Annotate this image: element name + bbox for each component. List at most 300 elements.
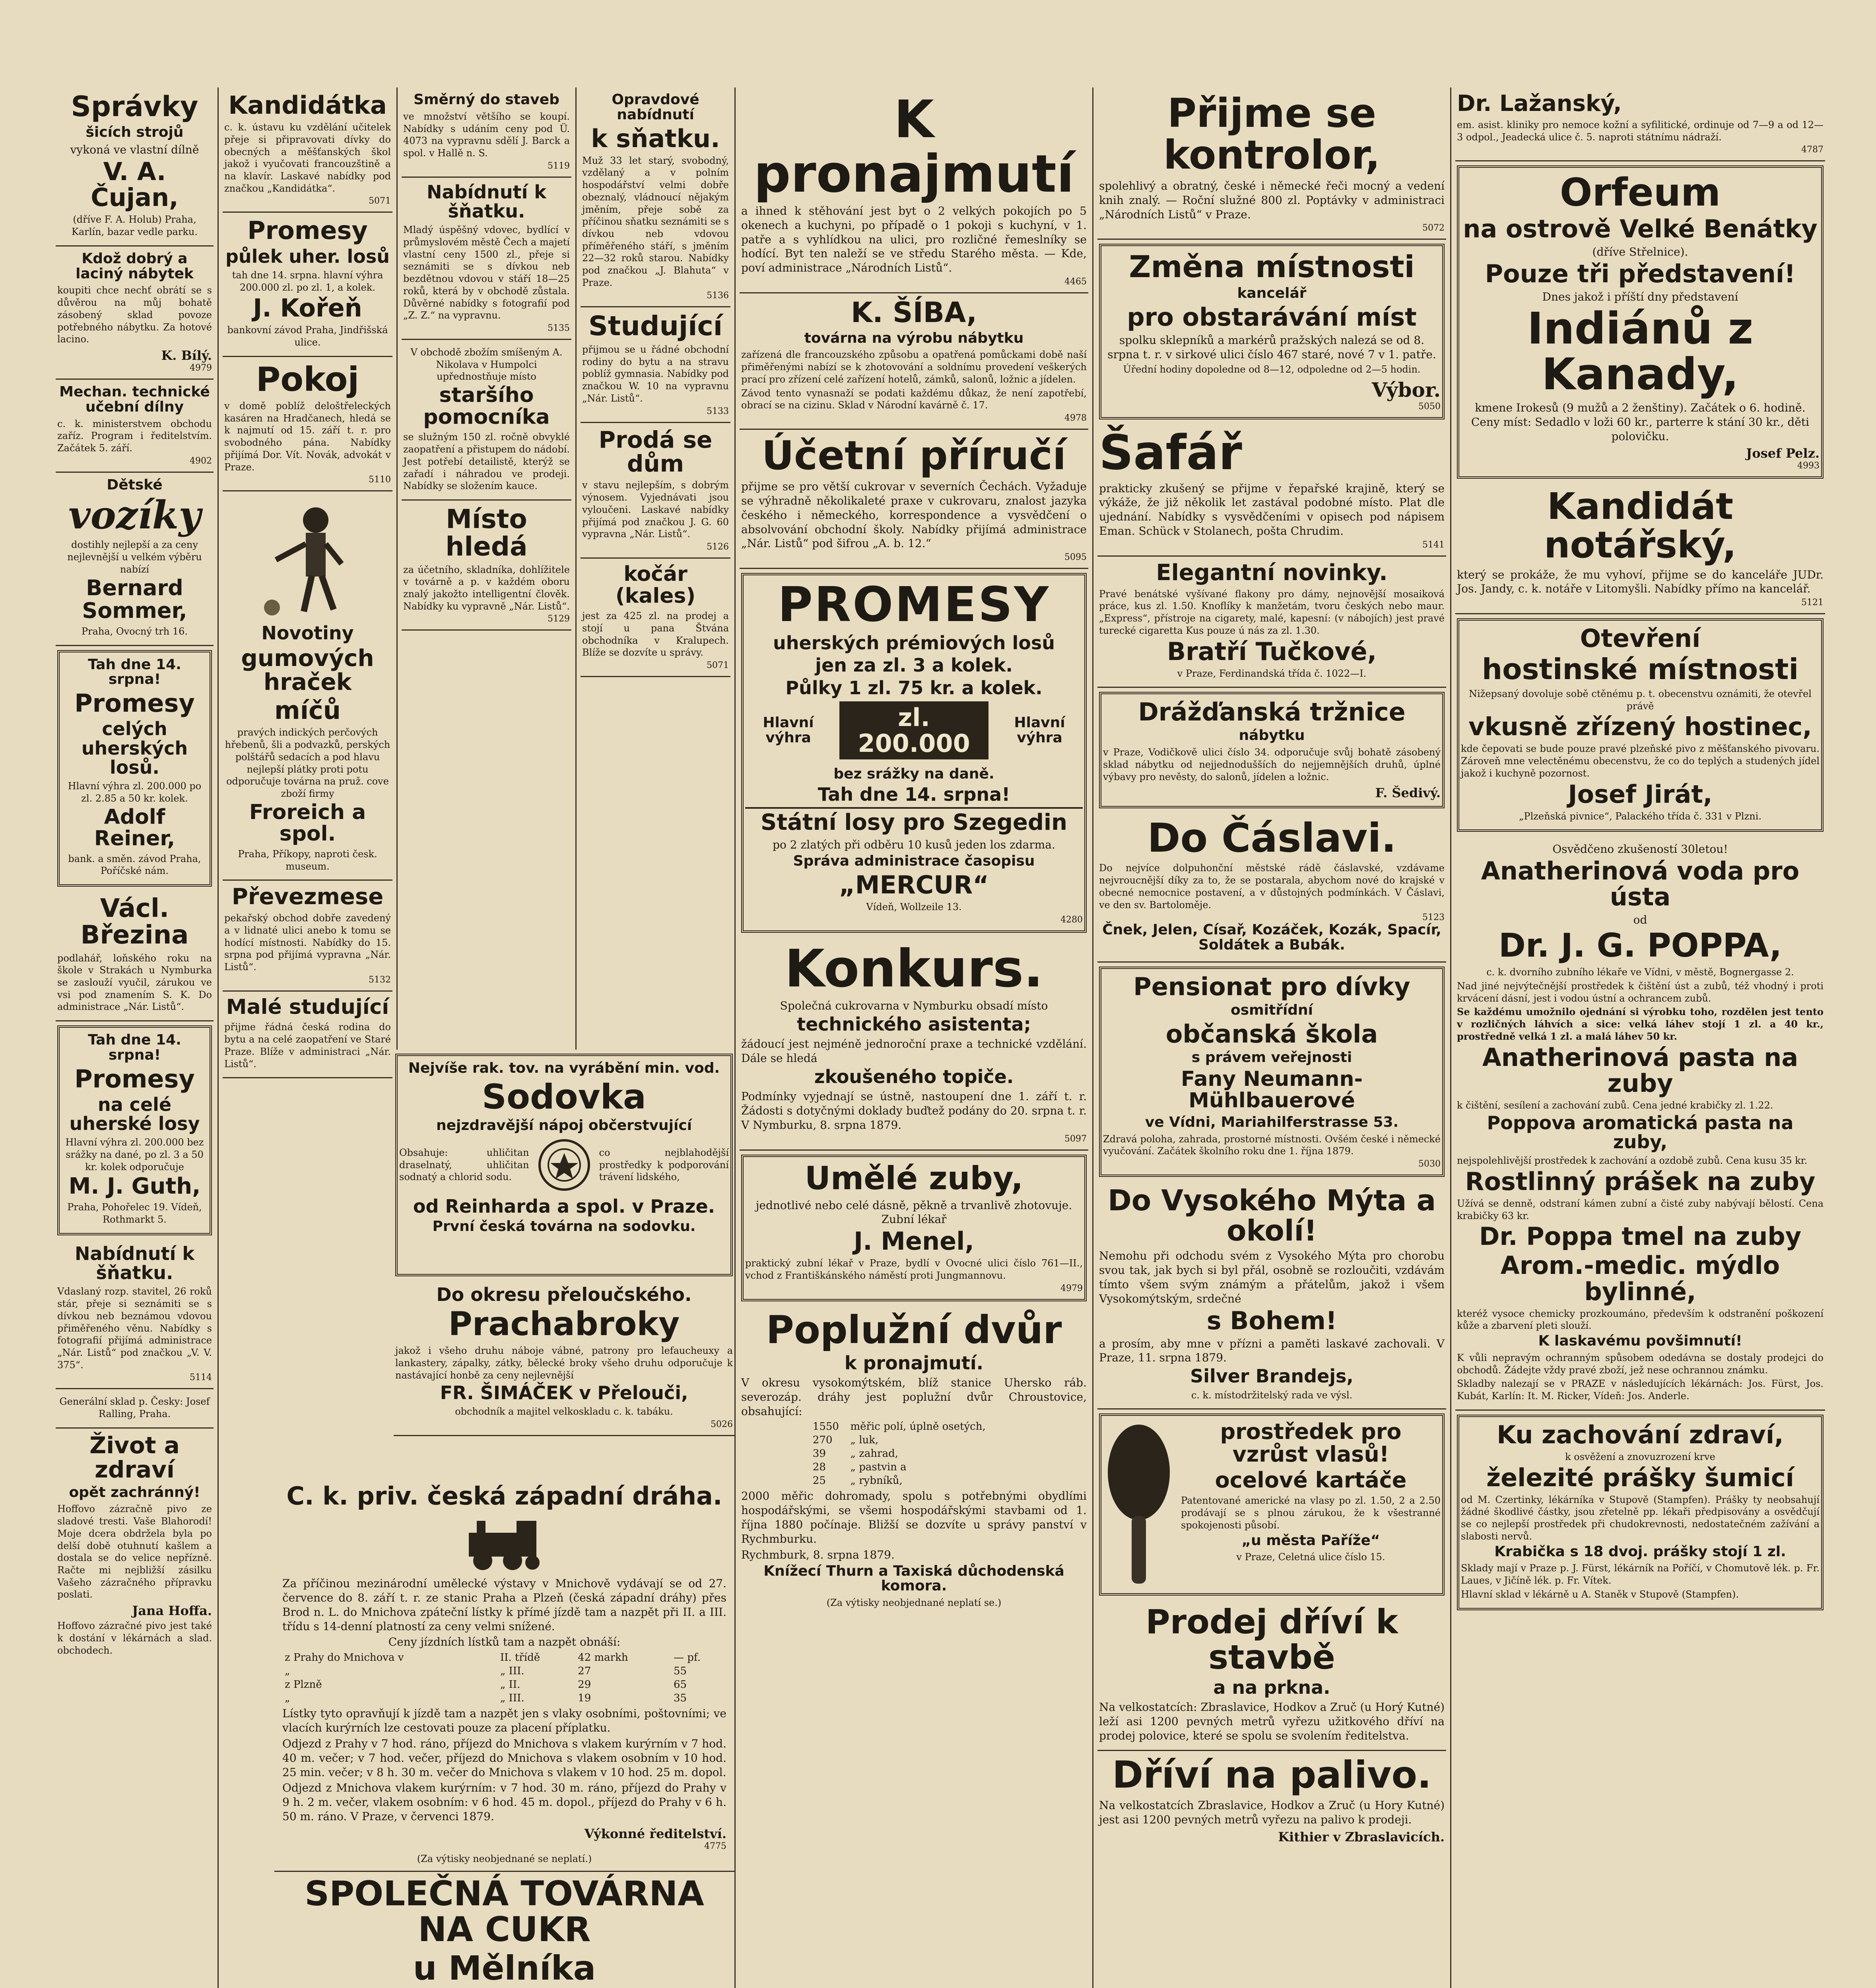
ad-number: 5026 bbox=[711, 1419, 733, 1429]
ad-body: Hlavní výhra zl. 200.000 bez srážky na dané, po zl. 3 a 50 kr. kolek odporučuje bbox=[65, 1137, 204, 1173]
ad-signature: Silver Brandejs, bbox=[1190, 1365, 1354, 1387]
ad-elegantni bbox=[1097, 557, 1446, 688]
ad-column-center bbox=[736, 87, 1093, 1988]
ad-subtitle: kancelář bbox=[1237, 285, 1307, 302]
ad-body: Na velkostatcích Zbraslavice, Hodkov a Zruč (u Hory Kutné) jest asi 1200 pevných metrů vyřezu na palivo k prodeji. bbox=[1099, 1799, 1445, 1826]
ad-product-body: k čištění, sesílení a zachování zubů. Cena jedné krabičky zl. 1.22. bbox=[1457, 1099, 1773, 1111]
divider bbox=[745, 807, 1083, 809]
ad-body: Obsahuje: uhličitan draselnatý, uhličitan sodnatý a chlorid sodu. bbox=[399, 1147, 529, 1183]
ad-admin: Správa administrace časopisu bbox=[793, 852, 1035, 869]
fare-cell: „ II. bbox=[500, 1679, 520, 1691]
ad-novotiny bbox=[223, 491, 392, 881]
fare-cell: 35 bbox=[674, 1692, 687, 1705]
ad-title: Drážďanská tržnice bbox=[1138, 697, 1406, 727]
ad-title: Kandidátka bbox=[228, 91, 387, 120]
ad-number: 4979 bbox=[190, 363, 212, 373]
ad-tah2 bbox=[57, 1025, 212, 1235]
ad-subtitle: gumových hraček bbox=[241, 644, 374, 696]
ad-number: 5071 bbox=[369, 196, 391, 206]
ad-title: Tah dne 14. srpna! bbox=[88, 1032, 181, 1063]
ad-tagline: Osvědčeno zkušeností 30letou! bbox=[1552, 843, 1728, 856]
ad-footer: První česká továrna na sodovku. bbox=[432, 1218, 696, 1235]
ad-title: Studující bbox=[588, 310, 723, 342]
ad-column-6 bbox=[1451, 87, 1829, 1988]
ad-opravdove bbox=[581, 87, 730, 307]
land-cell: měřic polí, úplně osetých, bbox=[850, 1421, 986, 1433]
land-cell: 25 bbox=[812, 1475, 826, 1487]
ad-title: Směrný do staveb bbox=[414, 91, 559, 108]
ad-body: a ihned k stěhování jest byt o 2 velkých pokojích po 5 okenech a kuchyni, po případě o 1 pokoji s kuchyní, v 1. patře a s vyhlídkou na ulici, pro rozličné řemeslníky se hodící. Byt ten naleží se ve středu Starého města. — Kde, poví administrace „Národních Listů“. bbox=[741, 204, 1087, 275]
ad-headline: Prachabroky bbox=[448, 1305, 680, 1343]
ad-title: prostředek pro vzrůst vlasů! bbox=[1220, 1419, 1402, 1467]
ad-prize-amount: zl. 200.000 bbox=[839, 701, 988, 759]
ad-subtitle-2: občanská škola bbox=[1165, 1019, 1378, 1048]
ad-from: od bbox=[1633, 913, 1647, 927]
fare-row bbox=[282, 1678, 726, 1691]
ad-product-3: Rostlinný prášek na zuby bbox=[1465, 1167, 1816, 1196]
ad-product-2: Poppova aromatická pasta na zuby, bbox=[1487, 1112, 1794, 1153]
ad-body: jednotlivé nebo celé dásně, pěkně a trvanlivě zhotovuje. Zubní lékař bbox=[755, 1198, 1072, 1226]
ad-brezina bbox=[56, 891, 214, 1021]
ad-address: „Plzeňská pivnice“, Palackého třída č. 331 v Plzni. bbox=[1519, 810, 1761, 822]
ad-title: Prodej dříví k stavbě bbox=[1146, 1602, 1398, 1677]
ad-body: v Praze, Vodičkově ulici číslo 34. odporučuje svůj bohatě zásobený sklad nábytku od nejjednodušších do nejjemnějších druhů, úplné výbavy pro nevěsty, do salonů, jídelen a ložnic. bbox=[1103, 747, 1441, 782]
locomotive-illustration bbox=[453, 1513, 556, 1573]
ad-signature: Kithier v Zbraslavicích. bbox=[1278, 1829, 1445, 1844]
land-row bbox=[810, 1460, 1018, 1474]
ad-farewell: s Bohem! bbox=[1206, 1306, 1337, 1335]
ad-subtitle: u Mělníka bbox=[413, 1949, 596, 1988]
ad-signature: K. Bílý. bbox=[161, 348, 212, 363]
ad-pension bbox=[1099, 967, 1445, 1177]
ad-body: Na velkostatcích: Zbraslavice, Hodkov a Zruč (u Horý Kutné) leží asi 1200 pevných metrů vyřezu užitkového dříví na prodej polovice, které se spolu se svolením ředitelstva. bbox=[1099, 1701, 1445, 1742]
ad-signature: Josef Jirát, bbox=[1568, 779, 1713, 809]
ad-drazdanska bbox=[1099, 692, 1445, 808]
ad-previous: (dříve Střelnice). bbox=[1592, 245, 1688, 259]
ad-otevreni bbox=[1457, 618, 1824, 832]
ad-safar bbox=[1097, 423, 1446, 557]
ad-body: pravých indických perčových hřebenů, šli a podvazků, perských polštářů sedacích a pod hlavu nejlepší plátky proti potu odporučuje továrna na pruž. cove zboží firmy bbox=[225, 727, 390, 800]
ad-number: 4787 bbox=[1801, 145, 1824, 155]
ad-tail: Hoffovo zázračné pivo jest také k dostání v lékárnách a slad. obchodech. bbox=[57, 1620, 212, 1656]
ad-studujici bbox=[581, 307, 730, 423]
ad-intro: Společná cukrovarna v Nymburku obsadí místo bbox=[780, 999, 1048, 1013]
ad-body: v domě poblíž deloštřeleckých kasáren na Hradčanech, hledá se k najmutí od 15. září t. r. pro svobodného pána. Nabídky přijímá Dor. Vít. Novák, advokát v Praze. bbox=[224, 400, 391, 473]
ad-number: 5133 bbox=[707, 406, 729, 416]
land-cell: „ luk, bbox=[850, 1434, 879, 1446]
ad-mechan bbox=[56, 380, 214, 473]
ad-body: přijme se pro větší cukrovar v severních Čechách. Vyžaduje se výhradně několikaleté praxe v cukrovaru, znalost jazyka českého i německého, korrespondence a vysvědčení o absolvování obchodní školy. Nabídky přijímá administrace „Nár. Listů“ pod šifrou „A. b. 12.“ bbox=[741, 480, 1087, 550]
ad-title: Anatherinová voda pro ústa bbox=[1481, 856, 1800, 912]
ad-block-sodovka-prach bbox=[394, 1050, 736, 1479]
boy-with-ball-illustration bbox=[256, 500, 359, 619]
ad-body: V okresu vysokomýtském, blíž stanice Uhersko ráb. severozáp. dráhy jest poplužní dvůr Chroustovice, obsahující: bbox=[741, 1376, 1087, 1418]
ad-body: vykoná ve vlastní dílně bbox=[70, 143, 199, 157]
ad-title: PROMESY bbox=[777, 577, 1051, 633]
ad-number: 4775 bbox=[704, 1841, 726, 1851]
ad-anatherin bbox=[1455, 836, 1825, 1410]
ad-draw-date: Tah dne 14. srpna! bbox=[818, 784, 1010, 806]
ad-signature: Výbor. bbox=[1371, 378, 1441, 402]
ad-tail: Podmínky vyjednají se ústně, nastoupení dne 1. září t. r. Žádosti s dotyčnými doklady buďtež podány do 20. srpna t. r. V Nymburku, 8. srpna 1879. bbox=[741, 1090, 1087, 1132]
ad-signature: Jana Hoffa. bbox=[132, 1603, 212, 1619]
ad-body-right: co nejblahodější prostředky k podporování trávení lidského, bbox=[599, 1147, 729, 1183]
ad-promesy-big bbox=[741, 573, 1087, 932]
ad-body: Generální sklad p. Česky: Josef Ralling, Praha. bbox=[59, 1396, 210, 1420]
ad-name: Dr. Lažanský, bbox=[1457, 91, 1622, 116]
fare-cell: 19 bbox=[578, 1692, 591, 1705]
ad-note: (Za výtisky neobjednané neplatí se.) bbox=[826, 1597, 1002, 1609]
land-cell: „ pastvin a bbox=[850, 1461, 907, 1474]
ad-address: c. k. dvorního zubního lékaře ve Vídni, v městě, Bognergasse 2. bbox=[1486, 967, 1794, 978]
fare-cell: „ bbox=[285, 1692, 290, 1705]
ad-block-railway-melnik bbox=[274, 1479, 736, 1988]
land-table bbox=[810, 1420, 1018, 1487]
ad-content-row bbox=[399, 1137, 729, 1193]
ad-subtitle: na ostrově Velké Benátky bbox=[1463, 214, 1818, 244]
ad-body: koupiti chce nechť obrátí se s důvěrou na můj bohatě zásobený sklad povoze potřebného nábytku. Za hotové lacino. bbox=[57, 285, 212, 345]
ad-detske bbox=[56, 473, 214, 646]
land-cell: 28 bbox=[812, 1461, 826, 1474]
fare-cell: 29 bbox=[578, 1679, 591, 1691]
ad-sodovka bbox=[395, 1054, 733, 1276]
ad-tail: 2000 měřic dohromady, spolu s potřebnými obydlími hospodářskými, se všemi hospodářskými stavbami od 1. října 1880 počínaje. Bližší se dozvíte u správy panství v Rychmburku. bbox=[741, 1489, 1087, 1545]
ad-prices: Se každému umožnilo ojednání si výrobku toho, rozdělen jest tento v rozličných láhvích a sice: velká láhev stojí 1 zl. a 40 kr., prostředně velká 1 zl. a malá láhev 50 kr. bbox=[1457, 1006, 1824, 1042]
ad-body: Do nejvíce dolpuhonční městské rádě čáslavské, vzdávame nejvroucnější díky za to, že se postarala, abychom nové do krajské v obecné nemocnice postavení, a v důstojných podmínkách. V Čáslavi, ve den sv. Bartoloměje. bbox=[1099, 862, 1445, 911]
ad-product-4: Dr. Poppa tmel na zuby bbox=[1479, 1222, 1802, 1251]
ad-number: 5129 bbox=[548, 614, 570, 624]
land-cell: „ zahrad, bbox=[850, 1448, 899, 1460]
ad-nabidnuti-2 bbox=[402, 178, 571, 340]
ad-number: 5110 bbox=[369, 475, 391, 485]
ad-body: jest za 425 zl. na prodej a stojí u pana Štvána obchodníka v Kralupech. Blíže se dozvíte u správy. bbox=[582, 610, 729, 658]
fare-cell: „ III. bbox=[500, 1692, 524, 1705]
ad-headline: železité prášky šumicí bbox=[1486, 1463, 1794, 1492]
ad-stockists: Skladby nalezají se v PRAZE v následujících lékárnách: Jos. Fürst, Jos. Kubát, Karlín: It. M. Ricker, Vídeň: Jos. Anderle. bbox=[1457, 1378, 1824, 1402]
ad-note: Úřední hodiny dopoledne od 8—12, odpoledne od 2—5 hodin. bbox=[1123, 363, 1421, 375]
ad-subtitle: osmitřídní bbox=[1230, 1002, 1313, 1018]
ad-subtitle: na celé uherské losy bbox=[69, 1093, 200, 1135]
fare-cell: II. třídě bbox=[500, 1652, 540, 1664]
ad-popluzni bbox=[740, 1305, 1088, 1616]
ad-promesy-pulek bbox=[223, 213, 392, 357]
ad-address: Závod tento vynasnaží se podati každému důkaz, že není zapotřebí, obrací se na cizinu. Sklad v Národní kavárně č. 17. bbox=[741, 387, 1087, 411]
ad-body: v stavu nejlepším, s dobrým výnosem. Vyjednávati jsou vyloučeni. Laskavé nabídky přijímá pod značkou J. G. 60 vypravna „Nár. Listů“. bbox=[582, 480, 729, 540]
ad-headline: pro obstarávání míst bbox=[1127, 303, 1417, 332]
ad-product-5-body: kteréž vysoce chemicky prozkoumáno, především k odstranění poškození kůže a zbarvení pleti slouží. bbox=[1457, 1308, 1824, 1332]
fare-row bbox=[282, 1691, 726, 1705]
land-row bbox=[810, 1433, 1018, 1447]
ad-sprovky bbox=[56, 87, 214, 247]
ad-intro: V obchodě zbožím smíšeným A. Nikolava v Humpolci upřednostňuje místo bbox=[410, 347, 563, 382]
ad-body: Hoffovo zázračně pivo ze sladové tresti. Vaše Blahorodí! Moje dcera obdržela byla po delší době otuhnutí kašlem a dostala se do velice nepřízně. Račte mi nejbližší zásilku Vašeho zázračného přípravku poslati. bbox=[57, 1503, 212, 1600]
ad-subtitle: k pronajmutí. bbox=[844, 1352, 984, 1374]
newspaper-ad-page bbox=[52, 87, 1829, 1988]
ad-body: přijmou se u řádné obchodní rodiny do bytu a na stravu poblíž gymnasia. Nabídky pod značkou W. 10 na vypravnu „Nár. Listů“. bbox=[582, 344, 729, 404]
ad-body: dostihly nejlepší a za ceny nejlevnější u velkém výběru nabízí bbox=[67, 539, 202, 575]
ad-ucetni bbox=[740, 430, 1088, 569]
ad-banner: Nejvíše rak. tov. na vyrábění min. vod. bbox=[408, 1060, 720, 1076]
ad-name: M. J. Guth, bbox=[68, 1173, 201, 1199]
ad-price: Krabička s 18 dvoj. prášky stojí 1 zl. bbox=[1494, 1543, 1786, 1560]
ad-address: Praha, Příkopy, naproti česk. museum. bbox=[238, 848, 377, 872]
ad-headline: Promesy bbox=[74, 689, 195, 718]
fare-cell: „ bbox=[285, 1665, 290, 1677]
ad-title: Opravdové nabídnutí bbox=[612, 91, 699, 123]
ad-price: jen za zl. 3 a kolek. bbox=[815, 654, 1013, 676]
ad-column-1 bbox=[52, 87, 219, 1988]
ad-number: 4280 bbox=[1060, 914, 1083, 925]
land-row bbox=[810, 1447, 1018, 1460]
ad-title: Kdož dobrý a laciný nábytek bbox=[76, 250, 194, 282]
ad-prize-row bbox=[745, 701, 1083, 763]
ad-prize-label-right: Hlavní výhra bbox=[1014, 714, 1065, 746]
ad-body: tah dne 14. srpna. hlavní výhra 200.000 zl. po zl. 1, a kolek. bbox=[232, 269, 383, 293]
ad-product: Anatherinová pasta na zuby bbox=[1482, 1043, 1798, 1098]
ad-title: K. ŠÍBA, bbox=[851, 296, 977, 329]
ad-tail: Hlavní sklad v lékárně u A. Staněk v Stupově (Stampfen). bbox=[1461, 1588, 1739, 1600]
ad-body: pekařský obchod dobře zavedený a v lidnaté ulici anebo k tomu se hodící místnosti. Nabídky do 15. srpna pod přijímá vypravna „Nár. Listů“. bbox=[224, 912, 391, 973]
ad-title: Novotiny bbox=[261, 622, 354, 644]
ad-body: spolku sklepníků a markérů pražských nalezá se od 8. srpna t. r. v sirkové ulici číslo 467 staré, nové 7 v 1. patře. bbox=[1107, 334, 1436, 361]
ad-title: Účetní příručí bbox=[761, 432, 1066, 479]
ad-role: c. k. místodržitelský rada ve výsl. bbox=[1191, 1389, 1353, 1401]
ad-title: Sodovka bbox=[482, 1077, 646, 1117]
ad-notice-body: K vůli nepravým ochranným spůsobem odedávna se dostaly prodejci do obchodů. Žádejte vždy pravé zboží, jež nese ochrannou známku. bbox=[1457, 1352, 1824, 1376]
fare-cell: 42 markh bbox=[578, 1652, 628, 1664]
ad-konkurs bbox=[740, 937, 1088, 1151]
ad-headline: vozíky bbox=[68, 493, 201, 538]
ad-body: Zdravá poloha, zahrada, prostorné místnosti. Ovšém české i německé vyučování. Začátek školního roku dne 1. října 1879. bbox=[1103, 1133, 1441, 1157]
ad-prize-label-left: Hlavní výhra bbox=[763, 714, 814, 746]
ad-title: Pokoj bbox=[256, 359, 359, 399]
ad-zmena bbox=[1099, 244, 1445, 419]
ad-title: Dětské bbox=[107, 476, 163, 493]
ad-signers: Čnek, Jelen, Císař, Kozáček, Kozák, Spacír, Soldátek a Bubák. bbox=[1102, 922, 1441, 953]
ad-body: spolehlivý a obratný, české i německé řeči mocný a vedení knih znalý. — Roční služné 800 zl. Poptávky v administraci „Národních Listů“ v Praze. bbox=[1099, 179, 1445, 221]
ad-body: za účetního, skladníka, dohlížitele v továrně a p. v každém oboru znalý jakožto intelligentní člověk. Nabídky ku vypravně „Nár. Listů“. bbox=[403, 564, 570, 612]
ad-prodej bbox=[1097, 1600, 1446, 1751]
ad-vysoke-myto bbox=[1097, 1181, 1446, 1409]
ad-smerny bbox=[402, 87, 571, 178]
fare-cell: 65 bbox=[674, 1679, 687, 1691]
ad-title: Malé studující bbox=[226, 995, 389, 1019]
ad-address: v Praze, Celetná ulice číslo 15. bbox=[1236, 1551, 1385, 1563]
ad-body: prakticky zkušený se přijme v řepařské krajině, který se výkáže, že již několik let zastával podobné místo. Plat dle ujednání. Nabídky s vysvědčeními v opisech pod nápisem Eman. Schück v Stolanech, pošta Chrudim. bbox=[1099, 481, 1445, 538]
fare-cell: „ III. bbox=[500, 1665, 524, 1677]
ad-title: Tah dne 14. srpna! bbox=[88, 656, 181, 688]
ad-name: Bernard Sommer, bbox=[82, 575, 187, 623]
ad-name: Froreich a spol. bbox=[249, 800, 366, 846]
fare-cell: 55 bbox=[674, 1665, 687, 1677]
ad-body: Pravé benátské vyšívané flakony pro dámy, nejnovější mosaiková práce, kus zl. 1.50. Knoflíky k manžetám, tvoru českých nebo maur. „Express“, přístroje na cigarety, malé, kapesní: (v nábojích) jest pravé turecké cigaretta Kus pouze ú nás za zl. 1.30. bbox=[1099, 588, 1445, 636]
ad-body: Patentované americké na vlasy po zl. 1.50, 2 a 2.50 prodávají se s plnou zárukou, že k všestranné spokojenosti působí. bbox=[1181, 1495, 1441, 1531]
ad-address: v Praze, Ferdinandská třída č. 1022—I. bbox=[1177, 668, 1367, 679]
ad-body: Hlavní výhra zl. 200.000 po zl. 2.85 a 50 kr. kolek. bbox=[68, 780, 202, 804]
ad-title: Do okresu přeloučského. bbox=[436, 1284, 692, 1305]
ad-signature: Josef Pelz. bbox=[1746, 446, 1820, 461]
ad-number: 4902 bbox=[190, 456, 212, 466]
fare-cell: z Prahy do Mnichova v bbox=[285, 1652, 404, 1664]
ad-number: 5071 bbox=[707, 660, 729, 671]
ad-maker: od Reinharda a spol. v Praze. bbox=[413, 1195, 715, 1217]
ad-title: Do Čáslavi. bbox=[1147, 815, 1396, 862]
ad-signature: Výkonné ředitelství. bbox=[584, 1826, 726, 1841]
ad-address: (dříve F. A. Holub) Praha, Karlín, bazar vedle parku. bbox=[72, 214, 198, 238]
ad-title: Orfeum bbox=[1559, 170, 1721, 215]
ad-subtitle: opět zachránný! bbox=[69, 1484, 200, 1501]
ad-body: Nad jiné nejvýtečnější prostředek k čištění úst a zubů, též vhodný i proti krvácení dásní, jest i vodou ústní a ochrancem zubů. bbox=[1457, 980, 1824, 1004]
ad-subtitle: nábytku bbox=[1239, 727, 1305, 744]
ad-number: 5119 bbox=[548, 161, 570, 171]
ad-prices-title: Ceny jízdních lístků tam a nazpět obnáší: bbox=[388, 1635, 621, 1649]
ad-kandidatka bbox=[223, 87, 392, 213]
ad-kocar bbox=[581, 559, 730, 677]
ad-title: kočár (kales) bbox=[615, 562, 696, 608]
ad-name: Adolf Reiner, bbox=[94, 805, 175, 851]
land-row bbox=[810, 1420, 1018, 1433]
ad-body-4: Odjezd z Mnichova vlakem kurýrním: v 7 hod. 30 m. ráno, příjezd do Prahy v 9 h. 2 m. večer, vlakem osobním: v 6 hod. 45 m. dopol., příjezd do Prahy v 6 h. 50 m. ráno. V Praze, v červenci 1879. bbox=[282, 1781, 726, 1823]
ad-body: Nemohu při odchodu svém z Vysokého Mýta pro chorobu svou tak, jak bych si byl přál, osobně se rozloučiti, vzdávám tímto všem svým známým a přátelům, jakož i všem Vysokomýtským, srdečné bbox=[1099, 1249, 1445, 1305]
ad-generalni bbox=[56, 1389, 214, 1428]
ad-number: 5141 bbox=[1422, 540, 1445, 550]
ad-number: 5132 bbox=[369, 975, 391, 985]
ad-body: podlahář, loňského roku na škole v Strakách u Nymburka se zaslouží vyučil, zárukou ve vsi pod znamením S. K. Do administrace „Nár. Listů“. bbox=[57, 952, 212, 1013]
ad-body-2: Lístky tyto opravňují k jízdě tam a nazpět jen s vlaky osobními, poštovními; ve vlacích kurýrních lze cestovati pouze za placení příplatku. bbox=[282, 1707, 726, 1735]
ad-title: Promesy bbox=[247, 216, 368, 245]
ad-title: Kandidát notářský, bbox=[1544, 485, 1736, 566]
ad-title: Konkurs. bbox=[785, 938, 1043, 999]
ad-number: 5072 bbox=[1422, 223, 1445, 233]
ad-title: Šafář bbox=[1099, 425, 1242, 481]
ad-subtitle: šicích strojů bbox=[85, 124, 184, 140]
ad-number: 5123 bbox=[1422, 912, 1445, 923]
land-cell: 1550 bbox=[812, 1421, 839, 1433]
ad-title: Místo hledá bbox=[445, 503, 528, 562]
fare-cell: 27 bbox=[578, 1665, 591, 1677]
ad-subtitle: hostinské místnosti bbox=[1482, 652, 1799, 686]
ad-body: Mladý úspěšný vdovec, bydlící v průmyslovém městě Čech a majetí vlastní ceny 1500 zl., přeje si seznámiti se s dívkou neb bezdětnou vdovou v stáří 18—25 roků, která by v obchodě zůstala. Důvěrné nabídky s fotografií pod „Z. Z.“ na vypravnu. bbox=[403, 224, 570, 321]
ad-zivot bbox=[56, 1429, 214, 1664]
ad-title: Nabídnutí k šňatku. bbox=[426, 181, 547, 222]
ad-number: 4979 bbox=[1060, 1283, 1083, 1293]
ad-body: žádoucí jest nejméně jednoroční praxe a technické vzdělání. Dále se hledá bbox=[741, 1037, 1087, 1065]
ad-role-2: zkoušeného topiče. bbox=[814, 1066, 1014, 1087]
ad-body: Za příčinou mezinárodní umělecké výstavy v Mnichově vydávají se od 27. července do 8. září t. r. ze stanic Praha a Plzeň (česká západní dráhy) přes Brod n. L. do Mnichova zpáteční lístky k přímé jízdě tam a nazpět při II. a III. třídu s 14-denní platností za ceny velmi snížené. bbox=[282, 1577, 726, 1633]
ad-title: C. k. priv. česká západní dráha. bbox=[286, 1481, 722, 1510]
ad-title: Život a zdraví bbox=[89, 1431, 180, 1483]
ad-prijme-kontrolor bbox=[1097, 87, 1446, 240]
ad-title: SPOLEČNÁ TOVÁRNA NA CUKR bbox=[305, 1873, 704, 1949]
ad-title: Mechan. technické učební dílny bbox=[59, 383, 210, 415]
ad-kdoz bbox=[56, 247, 214, 380]
ad-body: Muž 33 let starý, svobodný, vzdělaný a v polním hospodářství velmi dobře obeznalý, vládnoucí nějakým jměním, přeje sobě za příčinou sňatku seznámiti se s dívkou neb vdovou příměřeného stáří, s jměním 22—32 roků starou. Nabídky pod značkou „J. Blahuta“ v Praze. bbox=[582, 155, 729, 288]
ad-body-2: kde čepovati se bude pouze pravé plzeňské pivo z měšťanského pivovaru. Zároveň mne velectěnému obecenstvu, že co do teplých a studených jídel jakož i kuchyně pozornost. bbox=[1461, 743, 1820, 779]
ad-proda bbox=[581, 423, 730, 559]
fare-cell: — pf. bbox=[674, 1652, 701, 1664]
ad-body: Nižepsaný dovoluje sobě ctěnému p. t. obecenstvu oznámiti, že otevřel právě bbox=[1469, 688, 1812, 712]
ad-title: Převezmese bbox=[231, 884, 384, 910]
ad-address: bank. a směn. závod Praha, Poříčské nám. bbox=[68, 853, 201, 877]
ad-title: Elegantní novinky. bbox=[1156, 559, 1388, 586]
ad-mercur: „MERCUR“ bbox=[839, 870, 989, 899]
ad-prevezmese bbox=[223, 881, 392, 991]
ad-number: 5136 bbox=[707, 290, 729, 301]
ad-body: c. k. ministerstvem obchodu zaříz. Program i ředitelstvím. Začátek 5. září. bbox=[57, 418, 212, 454]
ad-title: Otevření bbox=[1580, 624, 1701, 653]
ad-pokoj bbox=[223, 357, 392, 492]
ad-address: ve Vídni, Mariahilferstrasse 53. bbox=[1145, 1114, 1399, 1130]
ad-name: Fany Neumann-Mühlbauerové bbox=[1181, 1067, 1363, 1113]
ad-name: J. Menel, bbox=[854, 1227, 974, 1256]
ad-drivi bbox=[1097, 1751, 1446, 1850]
ad-prostredek bbox=[1099, 1413, 1445, 1596]
ad-subtitle: továrna na výrobu nábytku bbox=[804, 330, 1024, 346]
fare-table bbox=[282, 1651, 726, 1705]
ad-title: Ku zachování zdraví, bbox=[1497, 1420, 1784, 1449]
ad-lazansky bbox=[1455, 87, 1825, 161]
ad-headline: k sňatku. bbox=[591, 124, 720, 153]
ad-orfeum bbox=[1457, 165, 1824, 479]
ad-title: Správky bbox=[71, 90, 198, 123]
ad-signature: F. Šedivý. bbox=[1375, 785, 1441, 801]
ad-umele-zuby bbox=[741, 1155, 1087, 1301]
ad-product-3-body: Užívá se denně, odstraní kámen zubní a čisté zuby nabývají bělostí. Cena krabičky 63 kr. bbox=[1457, 1198, 1824, 1221]
ad-column-5 bbox=[1093, 87, 1451, 1988]
ad-title: Dříví na palivo. bbox=[1112, 1753, 1431, 1797]
ad-address: Vídeň, Wollzeile 13. bbox=[866, 901, 962, 912]
ad-body: se služným 150 zl. ročně obvyklé zaopatření a přistupem do nádobí. Jest potřebí detailistě, kterýž se zařadí i náhradou ve prodeji. Nabídky se složením kauce. bbox=[403, 431, 570, 492]
ad-name: Dr. J. G. POPPA, bbox=[1498, 927, 1782, 965]
ad-headline: Promesy bbox=[74, 1064, 195, 1093]
ad-subtitle: a na prkna. bbox=[1213, 1676, 1330, 1698]
ad-siba bbox=[740, 293, 1088, 430]
ad-title: Poplužní dvůr bbox=[766, 1307, 1062, 1352]
seal-emblem-icon bbox=[536, 1137, 592, 1193]
ad-body: Vdaslaný rozp. stavitel, 26 roků stár, přeje si seznámiti se s dívkou neb beznámou vdovou přiměřeného věnu. Nabídky s fotografií přijímá administrace „Nár. Listů“ pod značkou „V. V. 375“. bbox=[57, 1286, 212, 1371]
ad-notice: K laskavému povšimnutí! bbox=[1538, 1333, 1742, 1349]
ad-subtitle: celých uherských losů. bbox=[81, 718, 188, 778]
ad-k-pronajmuti bbox=[740, 87, 1088, 293]
ad-signature: Knížecí Thurn a Taxiská důchodenská komora. bbox=[763, 1563, 1064, 1594]
ad-starsiho bbox=[402, 340, 571, 501]
ad-body: c. k. ústavu ku vzdělání učitelek přeje si připravovati dívky do obecných a měšťanských škol jakož i vyučovati francouzštině a na klavír. Laskavé nabídky pod značkou „Kandidátka“. bbox=[224, 122, 391, 194]
ad-prelouc bbox=[394, 1280, 734, 1436]
ad-name: Bratří Tučkové, bbox=[1167, 637, 1377, 666]
ad-number: 5114 bbox=[190, 1373, 212, 1383]
ad-tail: a prosím, aby mne v přízni a paměti laskavé zachovali. V Praze, 11. srpna 1879. bbox=[1099, 1337, 1445, 1365]
ad-title: K pronajmutí bbox=[754, 89, 1074, 204]
ad-body: kmene Irokesů (9 mužů a 2 ženštiny). Začátek o 6. hodině. Ceny míst: Sedadlo v loži 60 kr., parterre k stání 30 kr., děti polovičku. bbox=[1471, 401, 1810, 443]
ad-body: od M. Czertinky, lékárníka v Stupově (Stampfen). Prášky ty neobsahují žádné škodlivé částky, jsou zřetelně pp. lékaři předpisovány a osvědčují se co nejlepší prostředek při chudokrevnosti, nedostatečném zažívání a slabosti nervů. bbox=[1461, 1494, 1820, 1542]
ad-name: FR. ŠIMÁČEK v Přelouči, bbox=[440, 1382, 688, 1404]
ad-pulky: Půlky 1 zl. 75 kr. a kolek. bbox=[785, 677, 1043, 699]
ad-number: 4465 bbox=[1064, 277, 1087, 287]
ad-title: Pensionat pro dívky bbox=[1133, 972, 1410, 1001]
ad-title: Nabídnutí k šňatku. bbox=[74, 1242, 195, 1284]
ad-subtitle: uherských prémiových losů bbox=[773, 632, 1055, 654]
ad-role: obchodník a majitel velkoskladu c. k. tabáku. bbox=[455, 1406, 673, 1417]
ad-number: 5126 bbox=[707, 542, 729, 552]
ad-name: J. Kořeň bbox=[253, 293, 362, 323]
ad-nabidnuti bbox=[56, 1239, 214, 1390]
ad-subtitle: ocelové kartáče bbox=[1215, 1467, 1407, 1493]
ad-body: em. asist. kliniky pro nemoce kožní a syfilitické, ordinuje od 7—9 a od 12—3 odpol., Jeadecká ulice č. 5. naproti státnímu nádraží. bbox=[1457, 119, 1824, 143]
ad-subtitle: nejzdravější nápoj občerstvující bbox=[436, 1117, 692, 1134]
ad-headline: Pouze tři představení! bbox=[1485, 259, 1796, 288]
fare-cell: z Plzně bbox=[285, 1679, 322, 1691]
ad-text bbox=[1181, 1421, 1441, 1588]
